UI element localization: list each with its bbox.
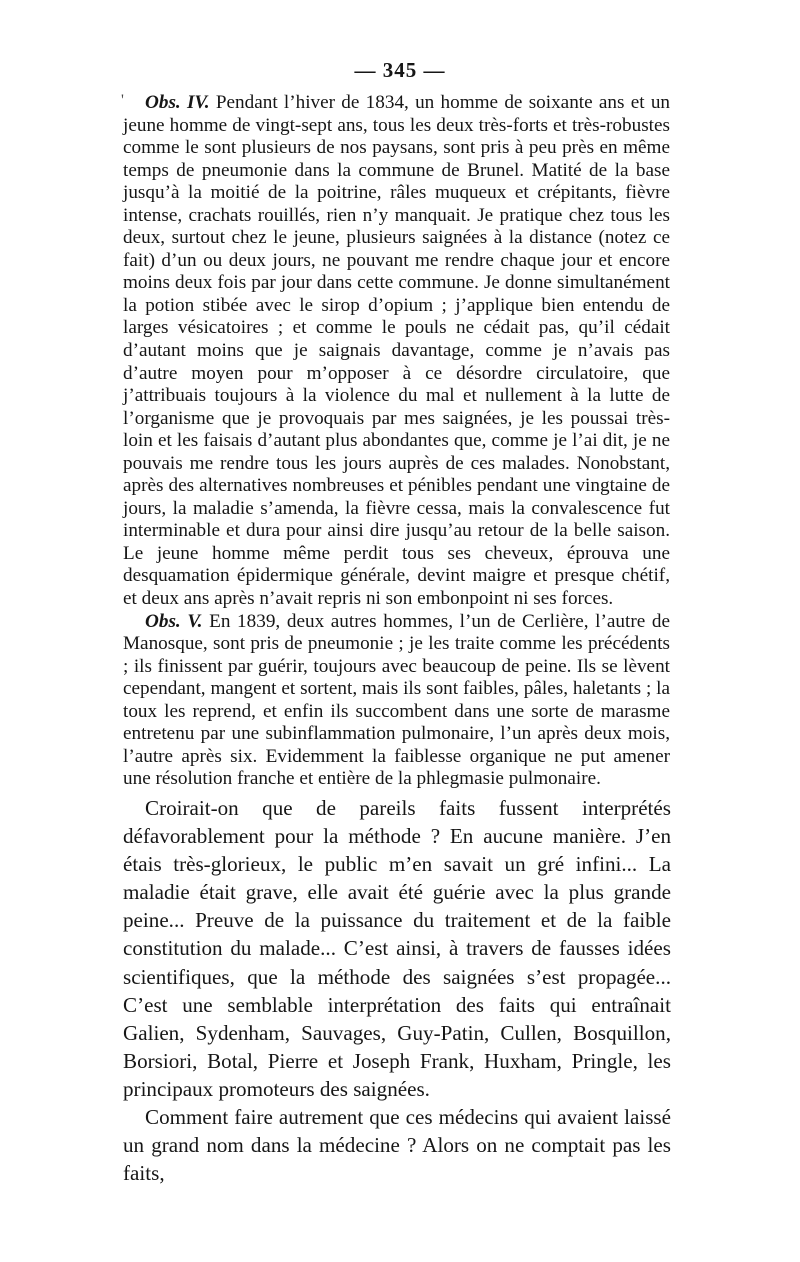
observation-v-text: En 1839, deux autres hommes, l’un de Cerlière, l’autre de Manosque, sont pris de pneumonie ; je les traite comme les précédents ; ils finissent par guérir, toujours avec beaucoup de peine. Ils se lèvent cependant, mangent et sortent, mais ils sont faibles, pâles, haletants ; la toux les reprend, et enfin ils succombent dans une sorte de marasme entretenu par une subinflammation pulmonaire, l’un après deux mois, l’autre après six. Evidemment la faiblesse organique ne put amener une résolution franche et entière de la phlegmasie pulmonaire. <box>123 610 670 790</box>
observation-v <box>123 611 670 791</box>
observation-iv-label: Obs. IV. <box>145 92 210 113</box>
commentary-block <box>123 794 671 1187</box>
page-number: — 345 — <box>354 58 446 82</box>
observation-iv <box>123 92 670 611</box>
commentary-paragraph-1: Croirait-on que de pareils faits fussent interprétés défavorablement pour la méthode ? En aucune manière. J’en étais très-glorieux, le public m’en savait un gré infini... La maladie était grave, elle avait été guérie avec la plus grande peine... Preuve de la puissance du traitement et de la faible constitution du malade... C’est ainsi, à travers de fausses idées scientifiques, que la méthode des saignées s’est propagée... C’est une semblable interprétation des faits qui entraînait Galien, Sydenham, Sauvages, Guy-Patin, Cullen, Bosquillon, Borsiori, Botal, Pierre et Joseph Frank, Huxham, Pringle, les principaux promoteurs des saignées. <box>123 796 671 1101</box>
observation-v-label: Obs. V. <box>145 610 203 632</box>
margin-mark: ' <box>121 92 124 109</box>
observation-iv-text: Pendant l’hiver de 1834, un homme de soixante ans et un jeune homme de vingt-sept ans, tous les deux très-forts et très-robustes comme le sont plusieurs de nos paysans, sont pris à peu près en même temps de pneumonie dans la commune de Brunel. Matité de la base jusqu’à la moitié de la poitrine, râles muqueux et crépitants, fièvre intense, crachats rouillés, rien n’y manquait. Je pratique chez tous les deux, surtout chez le jeune, plusieurs saignées à la distance (notez ce fait) d’un ou deux jours, ne pouvant me rendre chaque jour et encore moins deux fois par jour dans cette commune. Je donne simultanément la potion stibée avec le sirop d’opium ; j’applique bien entendu de larges vésicatoires ; et comme le pouls ne cédait pas, qu’il cédait d’autant moins que je saignais davantage, comme je n’avais pas d’autre moyen pour m’opposer à ce désordre circulatoire, que j’attribuais toujours à la violence du mal et nullement à la lutte de l’organisme que je provoquais par mes saignées, je les poussai très-loin et les faisais d’autant plus abondantes que, comme je l’ai dit, je ne pouvais me rendre tous les jours auprès de ces malades. Nonobstant, après des alternatives nombreuses et pénibles pendant une vingtaine de jours, la maladie s’amenda, la fièvre cessa, mais la convalescence fut interminable et dura pour ainsi dire jusqu’au retour de la belle saison. Le jeune homme même perdit tous ses cheveux, éprouva une desquamation épidermique générale, devint maigre et presque chétif, et deux ans après n’avait repris ni son embonpoint ni ses forces. <box>123 92 671 610</box>
commentary-paragraph-2: Comment faire autrement que ces médecins qui avaient laissé un grand nom dans la médecine ? Alors on ne comptait pas les faits, <box>123 1105 671 1186</box>
observations-block <box>123 92 670 791</box>
